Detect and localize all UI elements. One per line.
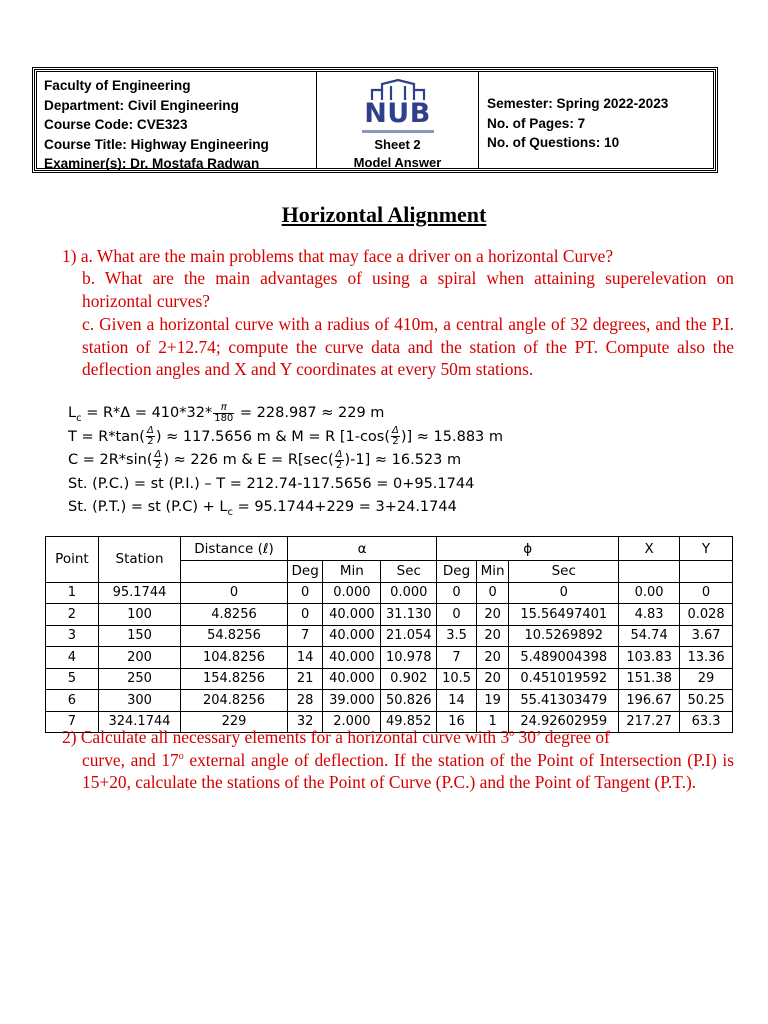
col-distance: Distance (ℓ): [181, 537, 288, 561]
col-alpha-deg: Deg: [287, 561, 323, 583]
table-cell: 0.028: [680, 604, 733, 626]
question-count: No. of Questions: 10: [487, 135, 620, 150]
table-cell: 0: [509, 582, 619, 604]
table-cell: 0.000: [381, 582, 437, 604]
fraction: $\frac{\pi}{180}$: [214, 401, 234, 424]
question-1c: c. Given a horizontal curve with a radius of 410m, a central angle of 32 degrees, and the P.I. station of 2+12.74; compute the curve data and the station of the PT. Compute also the deflection angles and X and Y coordinates at every 50m stations.: [82, 314, 734, 379]
table-cell: 15.56497401: [509, 604, 619, 626]
table-cell: 0: [680, 582, 733, 604]
col-y: Y: [680, 537, 733, 561]
table-cell: 0: [476, 582, 509, 604]
table-cell: 21.054: [381, 625, 437, 647]
formula-pc-station: St. (P.C.) = st (P.I.) – T = 212.74-117.5656 = 0+95.1744: [68, 475, 475, 492]
table-cell: 250: [98, 668, 180, 690]
table-cell: 0.451019592: [509, 668, 619, 690]
table-cell: 54.74: [619, 625, 680, 647]
table-cell: 40.000: [323, 668, 381, 690]
table-cell: 324.1744: [98, 711, 180, 733]
semester: Semester: Spring 2022-2023: [487, 96, 669, 111]
table-cell: 95.1744: [98, 582, 180, 604]
table-cell: 0: [287, 582, 323, 604]
col-phi-sec: Sec: [509, 561, 619, 583]
table-cell: 31.130: [381, 604, 437, 626]
col-alpha-min: Min: [323, 561, 381, 583]
header-left-info: [37, 72, 317, 171]
table-cell: 300: [98, 690, 180, 712]
col-alpha: α: [287, 537, 436, 561]
table-cell: 5.489004398: [509, 647, 619, 669]
table-cell: 103.83: [619, 647, 680, 669]
col-phi-min: Min: [476, 561, 509, 583]
logo-text: NUB: [364, 98, 431, 129]
table-row: [46, 647, 733, 669]
table-cell: 55.41303479: [509, 690, 619, 712]
table-cell: 6: [46, 690, 99, 712]
table-cell: 204.8256: [181, 690, 288, 712]
table-cell: 63.3: [680, 711, 733, 733]
col-station: Station: [98, 537, 180, 583]
table-cell: 4.83: [619, 604, 680, 626]
table-cell: 29: [680, 668, 733, 690]
table-cell: 7: [287, 625, 323, 647]
table-row: [46, 604, 733, 626]
solution-formulas: [68, 402, 728, 520]
table-cell: 40.000: [323, 604, 381, 626]
col-point: Point: [46, 537, 99, 583]
col-phi: ϕ: [437, 537, 619, 561]
table-cell: 32: [287, 711, 323, 733]
table-cell: 39.000: [323, 690, 381, 712]
table-row: [46, 625, 733, 647]
table-cell: 5: [46, 668, 99, 690]
table-cell: 2: [46, 604, 99, 626]
table-cell: 20: [476, 668, 509, 690]
table-cell: 0: [437, 604, 477, 626]
table-cell: 10.978: [381, 647, 437, 669]
course-code: Course Code: CVE323: [44, 117, 188, 132]
question-2: 2) Calculate all necessary elements for a horizontal curve with 3$^o$ 30’ degree of curve, and 17$^o$ external angle of deflection. If the station of the Point of Intersection (P.I) is 15+20, calculate the stations of the Point of Curve (P.C.) and the Point of Tangent (P.T.).: [62, 727, 734, 792]
table-cell: 19: [476, 690, 509, 712]
table-cell: 104.8256: [181, 647, 288, 669]
table-cell: 150: [98, 625, 180, 647]
examiner: Examiner(s): Dr. Mostafa Radwan: [44, 156, 260, 171]
table-cell: 0: [181, 582, 288, 604]
table-cell: 0.00: [619, 582, 680, 604]
table-cell: 217.27: [619, 711, 680, 733]
table-cell: 10.5269892: [509, 625, 619, 647]
table-cell: 16: [437, 711, 477, 733]
question-1a: 1) a. What are the main problems that may face a driver on a horizontal Curve?: [62, 246, 614, 266]
col-x: X: [619, 537, 680, 561]
table-cell: 14: [287, 647, 323, 669]
logo-underline: [362, 130, 434, 133]
table-cell: 50.826: [381, 690, 437, 712]
table-cell: 20: [476, 647, 509, 669]
page-title: Horizontal Alignment: [281, 202, 487, 227]
table-cell: 1: [476, 711, 509, 733]
table-body: [46, 582, 733, 733]
table-row: [46, 582, 733, 604]
table-cell: 0: [437, 582, 477, 604]
table-cell: 100: [98, 604, 180, 626]
course-title: Course Title: Highway Engineering: [44, 136, 269, 152]
table-row: [46, 690, 733, 712]
table-cell: 49.852: [381, 711, 437, 733]
table-cell: 7: [437, 647, 477, 669]
sheet-number: Sheet 2: [374, 137, 421, 152]
table-cell: 200: [98, 647, 180, 669]
table-cell: 40.000: [323, 625, 381, 647]
table-cell: 2.000: [323, 711, 381, 733]
deflection-table: [45, 536, 733, 733]
table-cell: 4: [46, 647, 99, 669]
model-answer-label: Model Answer: [353, 155, 442, 170]
table-cell: 13.36: [680, 647, 733, 669]
faculty: Faculty of Engineering: [44, 78, 191, 93]
table-cell: 40.000: [323, 647, 381, 669]
table-cell: 0: [287, 604, 323, 626]
table-cell: 28: [287, 690, 323, 712]
table-row: [46, 668, 733, 690]
formula-chord: C = 2R*sin( $\frac{\Delta}{2}$ ) ≈ 226 m & E = R[sec( $\frac{\Delta}{2}$ )-1] ≈ 16.523 m: [68, 448, 462, 471]
table-cell: 3.5: [437, 625, 477, 647]
header-right-info: [479, 72, 713, 168]
department: Department: Civil Engineering: [44, 97, 239, 113]
table-cell: 50.25: [680, 690, 733, 712]
table-cell: 20: [476, 625, 509, 647]
question-1b: b. What are the main advantages of using a spiral when attaining superelevation on horizontal curves?: [82, 268, 734, 311]
col-alpha-sec: Sec: [381, 561, 437, 583]
page-count: No. of Pages: 7: [487, 115, 586, 131]
university-logo: [358, 78, 438, 136]
table-cell: 20: [476, 604, 509, 626]
table-cell: 1: [46, 582, 99, 604]
table-cell: 3: [46, 625, 99, 647]
exam-header: [34, 69, 716, 171]
table-cell: 151.38: [619, 668, 680, 690]
col-phi-deg: Deg: [437, 561, 477, 583]
formula-tangent: T = R*tan( $\frac{\Delta}{2}$ ) ≈ 117.5656 m & M = R [1-cos( $\frac{\Delta}{2}$ )] ≈ 15.883 m: [68, 425, 504, 447]
table-cell: 10.5: [437, 668, 477, 690]
formula-curve-length: $L_c = R*\Delta = 410*32*$ $\frac{\pi}{180}$ = 228.987 ≈ 229 m: [68, 401, 385, 424]
table-cell: 21: [287, 668, 323, 690]
header-center: [317, 72, 479, 168]
table-cell: 3.67: [680, 625, 733, 647]
table-cell: 7: [46, 711, 99, 733]
table-cell: 4.8256: [181, 604, 288, 626]
table-cell: 14: [437, 690, 477, 712]
table-cell: 0.000: [323, 582, 381, 604]
table-cell: 229: [181, 711, 288, 733]
table-cell: 54.8256: [181, 625, 288, 647]
table-cell: 154.8256: [181, 668, 288, 690]
table-cell: 0.902: [381, 668, 437, 690]
formula-pt-station: St. (P.T.) = st $(P.C) + L_c = 95.1744+229 = 3+24.1744$: [68, 499, 457, 518]
table-cell: 196.67: [619, 690, 680, 712]
table-cell: 24.92602959: [509, 711, 619, 733]
